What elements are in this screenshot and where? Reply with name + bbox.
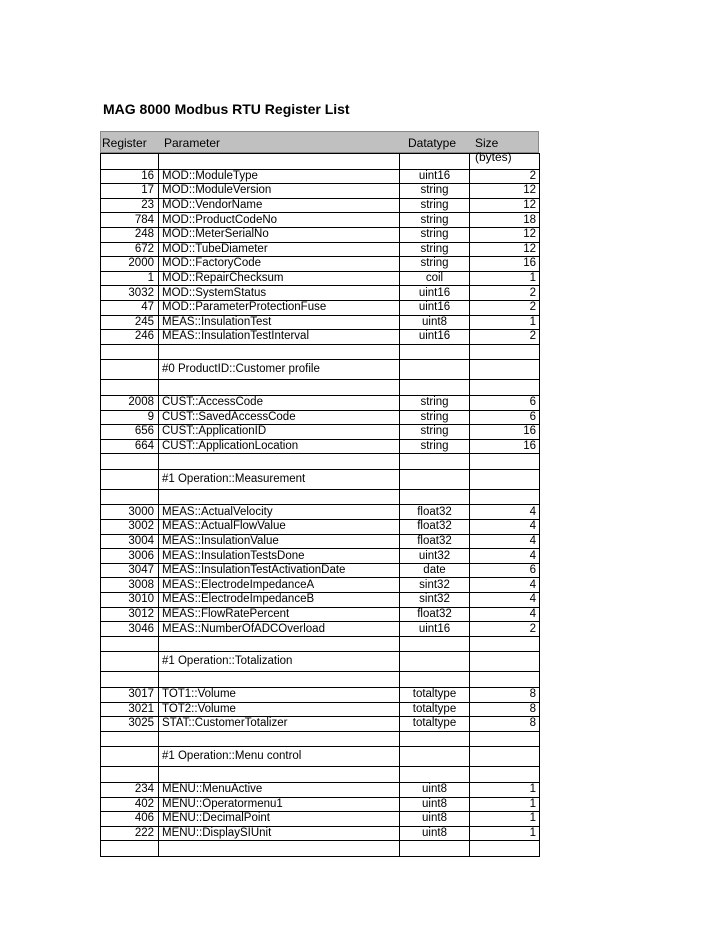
- register-cell: 664: [101, 439, 159, 454]
- size-cell: 12: [470, 184, 540, 199]
- blank-row: [101, 767, 540, 783]
- datatype-cell: string: [400, 198, 470, 213]
- parameter-cell: CUST::ApplicationLocation: [159, 439, 400, 454]
- parameter-cell: CUST::AccessCode: [159, 395, 400, 410]
- empty-cell: [101, 672, 159, 688]
- parameter-cell: MOD::TubeDiameter: [159, 242, 400, 257]
- table-row: [101, 300, 540, 315]
- register-cell: 2008: [101, 395, 159, 410]
- empty-cell: [400, 841, 470, 857]
- empty-cell: [101, 380, 159, 396]
- table-row: [101, 425, 540, 440]
- empty-cell: [159, 344, 400, 360]
- section-title: #0 ProductID::Customer profile: [159, 360, 400, 380]
- table-row: [101, 330, 540, 345]
- datatype-cell: totaltype: [400, 702, 470, 717]
- datatype-cell: uint16: [400, 330, 470, 345]
- table-row: [101, 257, 540, 272]
- datatype-cell: uint8: [400, 826, 470, 841]
- table-row: [101, 607, 540, 622]
- table-row: [101, 578, 540, 593]
- empty-cell: [400, 489, 470, 505]
- parameter-cell: MENU::DisplaySIUnit: [159, 826, 400, 841]
- section-row: [101, 747, 540, 767]
- section-title: #1 Operation::Measurement: [159, 469, 400, 489]
- register-cell: 672: [101, 242, 159, 257]
- table-row: [101, 549, 540, 564]
- empty-cell: [159, 841, 400, 857]
- datatype-cell: totaltype: [400, 717, 470, 732]
- parameter-cell: MEAS::InsulationTest: [159, 315, 400, 330]
- blank-row: [101, 154, 540, 170]
- header-parameter: Parameter: [164, 136, 221, 150]
- parameter-cell: MOD::FactoryCode: [159, 257, 400, 272]
- empty-cell: [400, 767, 470, 783]
- size-cell: 4: [470, 578, 540, 593]
- empty-cell: [101, 747, 159, 767]
- empty-cell: [400, 344, 470, 360]
- table-row: [101, 395, 540, 410]
- empty-cell: [470, 636, 540, 652]
- datatype-cell: uint16: [400, 300, 470, 315]
- empty-cell: [159, 767, 400, 783]
- size-cell: 4: [470, 505, 540, 520]
- parameter-cell: MOD::ProductCodeNo: [159, 213, 400, 228]
- empty-cell: [159, 731, 400, 747]
- parameter-cell: MOD::MeterSerialNo: [159, 227, 400, 242]
- datatype-cell: string: [400, 242, 470, 257]
- blank-row: [101, 344, 540, 360]
- page-title: MAG 8000 Modbus RTU Register List: [103, 101, 350, 117]
- empty-cell: [101, 767, 159, 783]
- size-cell: 2: [470, 300, 540, 315]
- parameter-cell: MENU::Operatormenu1: [159, 797, 400, 812]
- size-cell: 4: [470, 607, 540, 622]
- empty-cell: [470, 380, 540, 396]
- parameter-cell: MEAS::FlowRatePercent: [159, 607, 400, 622]
- register-cell: 3006: [101, 549, 159, 564]
- section-row: [101, 360, 540, 380]
- size-cell: 1: [470, 812, 540, 827]
- datatype-cell: uint16: [400, 169, 470, 184]
- table-row: [101, 439, 540, 454]
- parameter-cell: CUST::ApplicationID: [159, 425, 400, 440]
- register-cell: 406: [101, 812, 159, 827]
- parameter-cell: MEAS::ElectrodeImpedanceA: [159, 578, 400, 593]
- parameter-cell: MOD::ModuleType: [159, 169, 400, 184]
- size-cell: 16: [470, 439, 540, 454]
- size-cell: 2: [470, 622, 540, 637]
- table-row: [101, 184, 540, 199]
- table-row: [101, 688, 540, 703]
- parameter-cell: CUST::SavedAccessCode: [159, 410, 400, 425]
- table-row: [101, 213, 540, 228]
- empty-cell: [101, 154, 159, 170]
- parameter-cell: MOD::ParameterProtectionFuse: [159, 300, 400, 315]
- size-cell: 16: [470, 257, 540, 272]
- empty-cell: [470, 469, 540, 489]
- datatype-cell: uint8: [400, 315, 470, 330]
- register-cell: 3000: [101, 505, 159, 520]
- table-row: [101, 169, 540, 184]
- section-title: #1 Operation::Menu control: [159, 747, 400, 767]
- register-cell: 3010: [101, 593, 159, 608]
- datatype-cell: uint32: [400, 549, 470, 564]
- datatype-cell: string: [400, 439, 470, 454]
- empty-cell: [470, 672, 540, 688]
- table-row: [101, 812, 540, 827]
- empty-cell: [400, 380, 470, 396]
- parameter-cell: MENU::MenuActive: [159, 782, 400, 797]
- parameter-cell: TOT1::Volume: [159, 688, 400, 703]
- register-cell: 47: [101, 300, 159, 315]
- size-cell: 1: [470, 782, 540, 797]
- parameter-cell: MOD::ModuleVersion: [159, 184, 400, 199]
- empty-cell: [400, 636, 470, 652]
- table-row: [101, 826, 540, 841]
- table-row: [101, 622, 540, 637]
- section-row: [101, 469, 540, 489]
- empty-cell: [101, 344, 159, 360]
- register-cell: 1: [101, 271, 159, 286]
- empty-cell: [470, 454, 540, 470]
- blank-row: [101, 380, 540, 396]
- size-cell: 1: [470, 826, 540, 841]
- empty-cell: [400, 672, 470, 688]
- datatype-cell: totaltype: [400, 688, 470, 703]
- size-cell: 2: [470, 330, 540, 345]
- datatype-cell: date: [400, 563, 470, 578]
- empty-cell: [470, 652, 540, 672]
- parameter-cell: MEAS::InsulationTestInterval: [159, 330, 400, 345]
- datatype-cell: sint32: [400, 593, 470, 608]
- datatype-cell: uint8: [400, 782, 470, 797]
- size-cell: 4: [470, 534, 540, 549]
- datatype-cell: string: [400, 213, 470, 228]
- register-cell: 3004: [101, 534, 159, 549]
- blank-row: [101, 731, 540, 747]
- register-cell: 3046: [101, 622, 159, 637]
- register-cell: 3002: [101, 520, 159, 535]
- datatype-cell: float32: [400, 534, 470, 549]
- datatype-cell: uint8: [400, 812, 470, 827]
- empty-cell: [159, 489, 400, 505]
- empty-cell: [470, 747, 540, 767]
- register-cell: 3047: [101, 563, 159, 578]
- empty-cell: [400, 731, 470, 747]
- register-table-body: [101, 154, 540, 857]
- empty-cell: [470, 360, 540, 380]
- empty-cell: [159, 154, 400, 170]
- section-row: [101, 652, 540, 672]
- table-row: [101, 534, 540, 549]
- empty-cell: [400, 652, 470, 672]
- blank-row: [101, 489, 540, 505]
- table-row: [101, 271, 540, 286]
- empty-cell: [470, 154, 540, 170]
- register-cell: 222: [101, 826, 159, 841]
- parameter-cell: MENU::DecimalPoint: [159, 812, 400, 827]
- table-row: [101, 227, 540, 242]
- size-cell: 18: [470, 213, 540, 228]
- datatype-cell: string: [400, 184, 470, 199]
- table-row: [101, 797, 540, 812]
- size-cell: 12: [470, 198, 540, 213]
- empty-cell: [470, 489, 540, 505]
- parameter-cell: MEAS::InsulationTestsDone: [159, 549, 400, 564]
- register-cell: 9: [101, 410, 159, 425]
- register-cell: 402: [101, 797, 159, 812]
- register-cell: 3012: [101, 607, 159, 622]
- empty-cell: [101, 636, 159, 652]
- register-cell: 784: [101, 213, 159, 228]
- table-row: [101, 717, 540, 732]
- blank-row: [101, 636, 540, 652]
- datatype-cell: coil: [400, 271, 470, 286]
- size-cell: 2: [470, 169, 540, 184]
- register-cell: 2000: [101, 257, 159, 272]
- size-cell: 6: [470, 410, 540, 425]
- table-row: [101, 198, 540, 213]
- register-cell: 16: [101, 169, 159, 184]
- parameter-cell: MEAS::InsulationTestActivationDate: [159, 563, 400, 578]
- table-row: [101, 563, 540, 578]
- parameter-cell: MOD::VendorName: [159, 198, 400, 213]
- datatype-cell: string: [400, 257, 470, 272]
- table-row: [101, 782, 540, 797]
- parameter-cell: MEAS::ElectrodeImpedanceB: [159, 593, 400, 608]
- empty-cell: [101, 489, 159, 505]
- size-cell: 6: [470, 563, 540, 578]
- table-row: [101, 593, 540, 608]
- size-cell: 6: [470, 395, 540, 410]
- table-row: [101, 520, 540, 535]
- parameter-cell: MEAS::ActualFlowValue: [159, 520, 400, 535]
- register-cell: 245: [101, 315, 159, 330]
- size-cell: 12: [470, 242, 540, 257]
- parameter-cell: MOD::SystemStatus: [159, 286, 400, 301]
- table-row: [101, 505, 540, 520]
- blank-row: [101, 841, 540, 857]
- register-cell: 234: [101, 782, 159, 797]
- empty-cell: [159, 454, 400, 470]
- register-cell: 3025: [101, 717, 159, 732]
- parameter-cell: MEAS::NumberOfADCOverload: [159, 622, 400, 637]
- table-row: [101, 410, 540, 425]
- datatype-cell: float32: [400, 607, 470, 622]
- datatype-cell: uint16: [400, 286, 470, 301]
- datatype-cell: float32: [400, 505, 470, 520]
- empty-cell: [400, 454, 470, 470]
- table-row: [101, 242, 540, 257]
- header-register: Register: [102, 136, 147, 150]
- empty-cell: [159, 672, 400, 688]
- blank-row: [101, 454, 540, 470]
- size-cell: 4: [470, 593, 540, 608]
- size-cell: 4: [470, 549, 540, 564]
- table-row: [101, 286, 540, 301]
- empty-cell: [101, 731, 159, 747]
- datatype-cell: string: [400, 410, 470, 425]
- empty-cell: [400, 360, 470, 380]
- empty-cell: [470, 841, 540, 857]
- parameter-cell: MEAS::InsulationValue: [159, 534, 400, 549]
- parameter-cell: STAT::CustomerTotalizer: [159, 717, 400, 732]
- datatype-cell: string: [400, 227, 470, 242]
- size-cell: 1: [470, 797, 540, 812]
- size-cell: 12: [470, 227, 540, 242]
- datatype-cell: uint16: [400, 622, 470, 637]
- section-title: #1 Operation::Totalization: [159, 652, 400, 672]
- datatype-cell: string: [400, 395, 470, 410]
- datatype-cell: string: [400, 425, 470, 440]
- empty-cell: [101, 469, 159, 489]
- parameter-cell: MEAS::ActualVelocity: [159, 505, 400, 520]
- register-cell: 656: [101, 425, 159, 440]
- empty-cell: [101, 454, 159, 470]
- size-cell: 8: [470, 717, 540, 732]
- register-table: [100, 153, 540, 857]
- size-cell: 1: [470, 315, 540, 330]
- register-cell: 23: [101, 198, 159, 213]
- register-cell: 248: [101, 227, 159, 242]
- header-datatype: Datatype: [408, 136, 457, 150]
- empty-cell: [400, 154, 470, 170]
- empty-cell: [101, 360, 159, 380]
- parameter-cell: TOT2::Volume: [159, 702, 400, 717]
- blank-row: [101, 672, 540, 688]
- empty-cell: [159, 380, 400, 396]
- empty-cell: [159, 636, 400, 652]
- register-cell: 3032: [101, 286, 159, 301]
- empty-cell: [470, 731, 540, 747]
- size-cell: 8: [470, 702, 540, 717]
- header-size: Size (bytes): [475, 136, 512, 164]
- size-cell: 4: [470, 520, 540, 535]
- register-cell: 3008: [101, 578, 159, 593]
- size-cell: 1: [470, 271, 540, 286]
- empty-cell: [400, 747, 470, 767]
- size-cell: 16: [470, 425, 540, 440]
- register-cell: 246: [101, 330, 159, 345]
- table-row: [101, 315, 540, 330]
- empty-cell: [101, 841, 159, 857]
- empty-cell: [470, 344, 540, 360]
- table-row: [101, 702, 540, 717]
- empty-cell: [101, 652, 159, 672]
- parameter-cell: MOD::RepairChecksum: [159, 271, 400, 286]
- register-cell: 3017: [101, 688, 159, 703]
- empty-cell: [400, 469, 470, 489]
- datatype-cell: float32: [400, 520, 470, 535]
- table-header: [100, 131, 539, 164]
- size-cell: 2: [470, 286, 540, 301]
- register-cell: 17: [101, 184, 159, 199]
- size-cell: 8: [470, 688, 540, 703]
- datatype-cell: sint32: [400, 578, 470, 593]
- register-cell: 3021: [101, 702, 159, 717]
- empty-cell: [470, 767, 540, 783]
- datatype-cell: uint8: [400, 797, 470, 812]
